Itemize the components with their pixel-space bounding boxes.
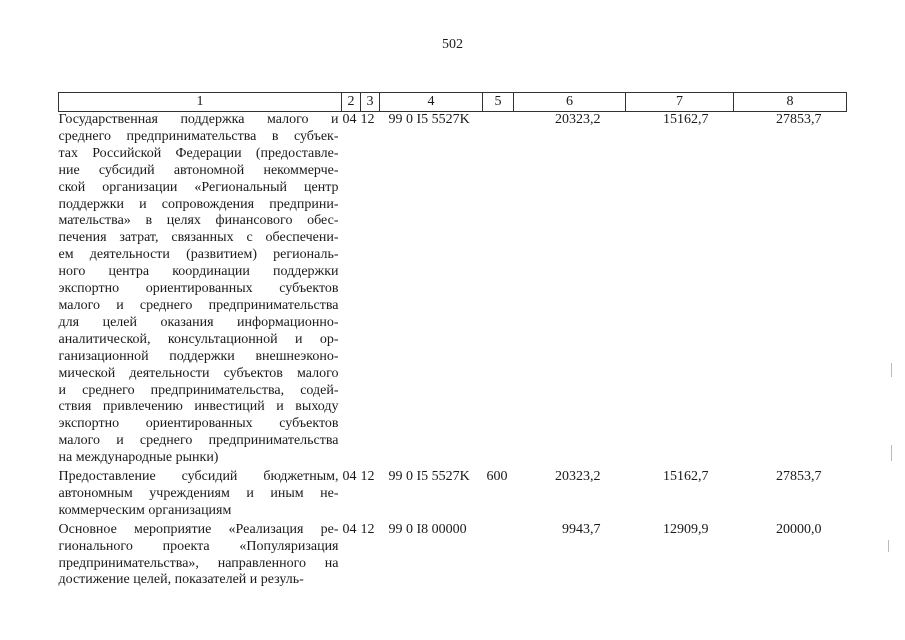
description-line: малого и среднего предпринимательства <box>58 297 339 313</box>
header-cell: 2 <box>342 93 361 112</box>
subsection-code: 12 <box>360 112 375 127</box>
scan-mark <box>891 363 892 377</box>
description-line: тах Российской Федерации (предоставле- <box>58 145 339 161</box>
row-description <box>59 469 342 522</box>
description-line: мической деятельности субъектов малого <box>58 365 339 381</box>
target-article-code: 99 0 I8 00000 <box>388 521 467 537</box>
description-line: Государственная поддержка малого и <box>58 112 339 127</box>
amount-col6: 9943,7 <box>562 521 601 537</box>
description-line: аналитической, консультационной и ор- <box>58 331 339 347</box>
description-line: печения затрат, связанных с обеспечени- <box>58 230 339 246</box>
description-line: для целей оказания информационно- <box>58 314 339 330</box>
table-row <box>59 522 847 592</box>
description-line: Предоставление субсидий бюджетным, <box>58 469 339 485</box>
section-code: 04 <box>342 469 357 485</box>
amount-col7: 15162,7 <box>663 469 709 485</box>
description-line: достижение целей, показателей и резуль- <box>58 572 304 588</box>
description-line: экспортно ориентированных субъектов <box>58 416 339 432</box>
table-row <box>59 469 847 522</box>
scan-mark <box>888 540 889 552</box>
expense-type-code: 600 <box>486 469 508 485</box>
amount-col7: 15162,7 <box>663 112 709 127</box>
target-article-code: 99 0 I5 5527K <box>388 112 470 127</box>
table-body <box>59 112 847 592</box>
expense-type-code <box>483 522 514 592</box>
section-code: 04 <box>342 112 357 127</box>
budget-table <box>58 92 847 591</box>
header-cell: 7 <box>626 93 734 112</box>
description-line: ного центра координации поддержки <box>58 264 339 280</box>
amount-col8: 27853,7 <box>776 112 822 127</box>
description-line: Основное мероприятие «Реализация ре- <box>58 521 339 537</box>
header-cell: 3 <box>361 93 380 112</box>
header-cell: 1 <box>59 93 342 112</box>
amount-col8: 27853,7 <box>776 469 822 485</box>
description-line: среднего предпринимательства в субъек- <box>58 128 339 144</box>
header-row <box>59 93 847 112</box>
description-line: предпринимательства», направленного на <box>58 555 339 571</box>
description-line: коммерческим организациям <box>58 502 232 518</box>
amount-col7: 12909,9 <box>663 521 709 537</box>
subsection-code: 12 <box>360 469 375 485</box>
section-code: 04 <box>342 521 357 537</box>
header-cell: 8 <box>734 93 847 112</box>
target-article-code: 99 0 I5 5527K <box>388 469 470 485</box>
description-line: ствия привлечению инвестиций и выходу <box>58 399 339 415</box>
header-cell: 6 <box>514 93 626 112</box>
description-line: ской организации «Региональный центр <box>58 179 339 195</box>
header-cell: 4 <box>380 93 483 112</box>
description-line: и среднего предпринимательства, содей- <box>58 382 339 398</box>
description-line: мательства» в целях финансового обес- <box>58 213 339 229</box>
header-cell: 5 <box>483 93 514 112</box>
amount-col8: 20000,0 <box>776 521 822 537</box>
description-line: экспортно ориентированных субъектов <box>58 281 339 297</box>
description-line: малого и среднего предпринимательства <box>58 433 339 449</box>
description-line: гионального проекта «Популяризация <box>58 538 339 554</box>
row-description <box>59 522 342 592</box>
description-line: автономным учреждениям и иным не- <box>58 485 339 501</box>
amount-col6: 20323,2 <box>555 112 601 127</box>
subsection-code: 12 <box>360 521 375 537</box>
row-description <box>59 112 342 470</box>
scan-mark <box>891 445 892 461</box>
description-line: ние субсидий автономной некоммерче- <box>58 162 339 178</box>
amount-col6: 20323,2 <box>555 469 601 485</box>
table-row <box>59 112 847 470</box>
description-line: ем деятельности (развитием) региональ- <box>58 247 339 263</box>
description-line: на международные рынки) <box>58 450 219 466</box>
description-line: поддержки и сопровождения предприни- <box>58 196 339 212</box>
description-line: ганизационной поддержки внешнеэконо- <box>58 348 339 364</box>
expense-type-code <box>483 112 514 470</box>
page-number: 502 <box>442 37 463 52</box>
